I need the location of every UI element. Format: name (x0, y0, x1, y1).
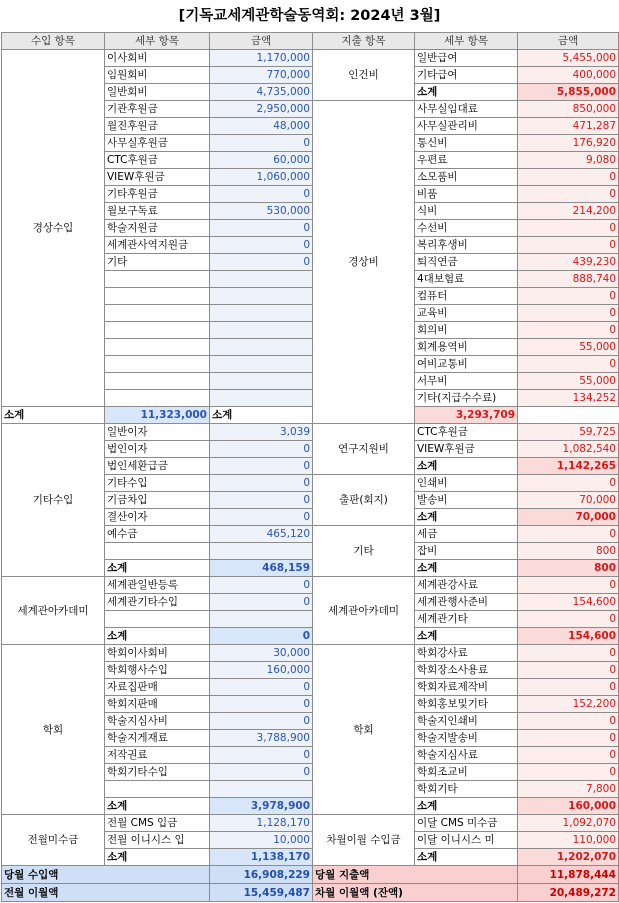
income-item-cell: 법인이자 (105, 441, 210, 458)
income-amount-cell: 0 (210, 458, 313, 475)
expense-category-cell: 학회 (313, 645, 415, 815)
income-item-cell (105, 288, 210, 305)
expense-amount-cell: 0 (518, 747, 619, 764)
income-item-cell (105, 611, 210, 628)
income-item-cell: CTC후원금 (105, 152, 210, 169)
income-item-cell: 저작권료 (105, 747, 210, 764)
income-amount-cell: 0 (210, 679, 313, 696)
expense-amount-cell: 9,080 (518, 152, 619, 169)
income-item-cell: 학회행사수입 (105, 662, 210, 679)
expense-item-cell: 소계 (415, 458, 518, 475)
expense-item-cell: 비품 (415, 186, 518, 203)
income-item-cell: 학술지원금 (105, 220, 210, 237)
income-amount-cell: 11,323,000 (105, 407, 210, 424)
expense-item-cell: 인쇄비 (415, 475, 518, 492)
expense-amount-cell: 400,000 (518, 67, 619, 84)
expense-category-cell: 세계관아카데미 (313, 577, 415, 645)
income-item-cell: 월진후원금 (105, 118, 210, 135)
expense-amount-cell: 154,600 (518, 628, 619, 645)
income-item-cell: 전월 이니시스 입 (105, 832, 210, 849)
expense-item-cell: 회의비 (415, 322, 518, 339)
expense-amount-cell: 154,600 (518, 594, 619, 611)
income-item-cell (105, 271, 210, 288)
income-item-cell: 기관후원금 (105, 101, 210, 118)
income-item-cell: 예수금 (105, 526, 210, 543)
expense-amount-cell: 59,725 (518, 424, 619, 441)
expense-item-cell: 세계관강사료 (415, 577, 518, 594)
income-amount-cell: 0 (210, 747, 313, 764)
expense-item-cell: 세계관행사준비 (415, 594, 518, 611)
income-amount-cell: 1,138,170 (210, 849, 313, 866)
income-amount-cell (210, 373, 313, 390)
income-amount-cell: 0 (210, 220, 313, 237)
expense-amount-cell: 7,800 (518, 781, 619, 798)
income-amount-cell: 1,060,000 (210, 169, 313, 186)
expense-amount-cell: 0 (518, 577, 619, 594)
income-item-cell: 학술지심사비 (105, 713, 210, 730)
income-item-cell (105, 339, 210, 356)
income-item-cell: 학회이사회비 (105, 645, 210, 662)
expense-item-cell: 소계 (415, 84, 518, 101)
income-amount-cell: 60,000 (210, 152, 313, 169)
income-item-cell: 세계관사역지원금 (105, 237, 210, 254)
expense-amount-cell: 0 (518, 322, 619, 339)
income-item-cell (105, 305, 210, 322)
expense-item-cell: CTC후원금 (415, 424, 518, 441)
expense-item-cell: 이달 CMS 미수금 (415, 815, 518, 832)
expense-total-amount: 20,489,272 (518, 884, 619, 902)
expense-amount-cell: 0 (518, 526, 619, 543)
expense-amount-cell: 152,200 (518, 696, 619, 713)
header-expense-amount: 금액 (518, 33, 619, 50)
income-item-cell: 학회지판매 (105, 696, 210, 713)
expense-amount-cell: 439,230 (518, 254, 619, 271)
expense-amount-cell: 0 (518, 713, 619, 730)
expense-item-cell: 학회자료제작비 (415, 679, 518, 696)
expense-category-cell: 차월이월 수입금 (313, 815, 415, 866)
expense-item-cell: 4대보험료 (415, 271, 518, 288)
income-amount-cell: 30,000 (210, 645, 313, 662)
expense-item-cell: 소계 (415, 798, 518, 815)
expense-item-cell: 사무실임대료 (415, 101, 518, 118)
expense-amount-cell: 1,142,265 (518, 458, 619, 475)
income-amount-cell (210, 781, 313, 798)
expense-category-cell: 연구지원비 (313, 424, 415, 475)
expense-amount-cell: 55,000 (518, 373, 619, 390)
income-item-cell: 이사회비 (105, 50, 210, 67)
expense-amount-cell: 110,000 (518, 832, 619, 849)
expense-item-cell: 서무비 (415, 373, 518, 390)
expense-item-cell: 소계 (415, 509, 518, 526)
expense-amount-cell: 160,000 (518, 798, 619, 815)
income-item-cell: 세계관기타수입 (105, 594, 210, 611)
income-amount-cell: 0 (210, 594, 313, 611)
income-amount-cell: 468,159 (210, 560, 313, 577)
income-amount-cell (210, 390, 313, 407)
table-row (2, 577, 619, 594)
table-row (2, 50, 619, 67)
header-income-amount: 금액 (210, 33, 313, 50)
expense-item-cell: 세금 (415, 526, 518, 543)
expense-item-cell: 일반급여 (415, 50, 518, 67)
header-expense-item: 세부 항목 (415, 33, 518, 50)
income-amount-cell: 530,000 (210, 203, 313, 220)
income-amount-cell: 0 (210, 135, 313, 152)
income-amount-cell: 0 (210, 509, 313, 526)
income-amount-cell (210, 288, 313, 305)
expense-item-cell: 컴퓨터 (415, 288, 518, 305)
income-amount-cell: 3,039 (210, 424, 313, 441)
expense-amount-cell: 70,000 (518, 492, 619, 509)
expense-item-cell: 여비교통비 (415, 356, 518, 373)
expense-total-amount: 11,878,444 (518, 866, 619, 884)
expense-amount-cell: 5,855,000 (518, 84, 619, 101)
expense-item-cell: 세계관기타 (415, 611, 518, 628)
expense-item-cell: 이달 이니시스 미 (415, 832, 518, 849)
expense-amount-cell: 134,252 (518, 390, 619, 407)
expense-item-cell: 잡비 (415, 543, 518, 560)
expense-category-cell: 경상비 (313, 101, 415, 424)
income-total-amount: 15,459,487 (210, 884, 313, 902)
income-amount-cell: 2,950,000 (210, 101, 313, 118)
budget-table (1, 32, 619, 902)
income-item-cell (105, 781, 210, 798)
income-amount-cell: 10,000 (210, 832, 313, 849)
expense-item-cell: 발송비 (415, 492, 518, 509)
income-item-cell: 기타수입 (105, 475, 210, 492)
expense-item-cell: 소계 (415, 628, 518, 645)
income-amount-cell (210, 543, 313, 560)
expense-item-cell: 소계 (210, 407, 313, 424)
expense-amount-cell: 0 (518, 186, 619, 203)
expense-amount-cell: 850,000 (518, 101, 619, 118)
expense-amount-cell: 0 (518, 764, 619, 781)
income-amount-cell: 4,735,000 (210, 84, 313, 101)
expense-item-cell: VIEW후원금 (415, 441, 518, 458)
income-amount-cell: 465,120 (210, 526, 313, 543)
expense-amount-cell: 70,000 (518, 509, 619, 526)
expense-amount-cell: 800 (518, 543, 619, 560)
expense-category-cell: 출판(회지) (313, 475, 415, 526)
expense-item-cell: 소계 (415, 560, 518, 577)
table-row (2, 424, 619, 441)
income-amount-cell (210, 271, 313, 288)
expense-item-cell: 소모품비 (415, 169, 518, 186)
expense-item-cell: 식비 (415, 203, 518, 220)
expense-item-cell: 소계 (415, 849, 518, 866)
income-item-cell: 세계관일반등록 (105, 577, 210, 594)
income-amount-cell: 0 (210, 254, 313, 271)
expense-amount-cell: 0 (518, 475, 619, 492)
income-item-cell: 소계 (105, 849, 210, 866)
total-row (2, 884, 619, 902)
expense-amount-cell: 0 (518, 645, 619, 662)
income-category-cell: 경상수입 (2, 50, 105, 407)
expense-item-cell: 사무실관리비 (415, 118, 518, 135)
expense-item-cell: 학술지인쇄비 (415, 713, 518, 730)
expense-amount-cell: 888,740 (518, 271, 619, 288)
expense-amount-cell: 0 (518, 730, 619, 747)
income-amount-cell: 770,000 (210, 67, 313, 84)
header-expense-category: 지출 항목 (313, 33, 415, 50)
table-row (2, 407, 619, 424)
expense-amount-cell: 0 (518, 356, 619, 373)
expense-item-cell: 학술지심사료 (415, 747, 518, 764)
expense-amount-cell: 0 (518, 611, 619, 628)
expense-amount-cell: 0 (518, 237, 619, 254)
income-amount-cell (210, 611, 313, 628)
income-item-cell: 기타후원금 (105, 186, 210, 203)
income-amount-cell: 0 (210, 628, 313, 645)
expense-item-cell: 학회조교비 (415, 764, 518, 781)
expense-item-cell: 학회장소사용료 (415, 662, 518, 679)
expense-item-cell: 기타(지급수수료) (415, 390, 518, 407)
income-item-cell (105, 543, 210, 560)
expense-amount-cell: 214,200 (518, 203, 619, 220)
income-item-cell: 사무실후원금 (105, 135, 210, 152)
expense-amount-cell: 0 (518, 288, 619, 305)
expense-amount-cell: 0 (518, 305, 619, 322)
income-amount-cell: 1,128,170 (210, 815, 313, 832)
table-row (2, 815, 619, 832)
income-item-cell: 결산이자 (105, 509, 210, 526)
header-row (2, 33, 619, 50)
expense-amount-cell: 1,202,070 (518, 849, 619, 866)
expense-item-cell: 복리후생비 (415, 237, 518, 254)
expense-item-cell: 교육비 (415, 305, 518, 322)
expense-item-cell: 통신비 (415, 135, 518, 152)
income-amount-cell: 0 (210, 475, 313, 492)
expense-item-cell: 회계용역비 (415, 339, 518, 356)
income-amount-cell: 0 (210, 713, 313, 730)
expense-item-cell: 학회기타 (415, 781, 518, 798)
income-item-cell: 학술지게재료 (105, 730, 210, 747)
income-item-cell: 일반이자 (105, 424, 210, 441)
income-category-cell: 학회 (2, 645, 105, 815)
expense-amount-cell: 471,287 (518, 118, 619, 135)
income-amount-cell: 0 (210, 492, 313, 509)
expense-item-cell: 학회홍보및기타 (415, 696, 518, 713)
income-amount-cell (210, 339, 313, 356)
expense-amount-cell: 5,455,000 (518, 50, 619, 67)
income-category-cell: 전월미수금 (2, 815, 105, 866)
income-item-cell (105, 322, 210, 339)
expense-amount-cell: 1,092,070 (518, 815, 619, 832)
expense-amount-cell: 55,000 (518, 339, 619, 356)
report-title: [기독교세계관학술동역회: 2024년 3월] (178, 8, 441, 24)
expense-amount-cell: 0 (518, 679, 619, 696)
income-item-cell: 학회기타수입 (105, 764, 210, 781)
expense-item-cell: 퇴직연금 (415, 254, 518, 271)
expense-item-cell: 학술지발송비 (415, 730, 518, 747)
expense-amount-cell: 0 (518, 220, 619, 237)
expense-amount-cell: 0 (518, 662, 619, 679)
income-item-cell: 소계 (2, 407, 105, 424)
income-amount-cell (210, 305, 313, 322)
income-amount-cell: 160,000 (210, 662, 313, 679)
income-amount-cell (210, 322, 313, 339)
expense-total-label: 당월 지출액 (313, 866, 518, 884)
income-item-cell: 소계 (105, 798, 210, 815)
expense-item-cell: 우편료 (415, 152, 518, 169)
income-item-cell: 자료집판매 (105, 679, 210, 696)
total-row (2, 866, 619, 884)
expense-amount-cell: 3,293,709 (415, 407, 518, 424)
header-income-category: 수입 항목 (2, 33, 105, 50)
income-item-cell: 법인세환급금 (105, 458, 210, 475)
expense-amount-cell: 176,920 (518, 135, 619, 152)
income-amount-cell: 0 (210, 441, 313, 458)
income-item-cell (105, 390, 210, 407)
income-amount-cell: 0 (210, 237, 313, 254)
income-item-cell: 일반회비 (105, 84, 210, 101)
income-amount-cell: 48,000 (210, 118, 313, 135)
income-total-label: 전월 이월액 (2, 884, 210, 902)
expense-item-cell: 기타급여 (415, 67, 518, 84)
income-item-cell: 월보구독료 (105, 203, 210, 220)
income-category-cell: 세계관아카데미 (2, 577, 105, 645)
income-item-cell: 기타 (105, 254, 210, 271)
income-amount-cell: 3,788,900 (210, 730, 313, 747)
income-amount-cell: 1,170,000 (210, 50, 313, 67)
income-amount-cell (210, 356, 313, 373)
income-item-cell: 소계 (105, 628, 210, 645)
expense-total-label: 차월 이월액 (잔액) (313, 884, 518, 902)
income-item-cell: 임원회비 (105, 67, 210, 84)
income-amount-cell: 0 (210, 696, 313, 713)
expense-amount-cell: 0 (518, 169, 619, 186)
income-total-amount: 16,908,229 (210, 866, 313, 884)
income-amount-cell: 0 (210, 764, 313, 781)
expense-item-cell: 수선비 (415, 220, 518, 237)
expense-category-cell: 기타 (313, 526, 415, 577)
table-footer (2, 866, 619, 902)
income-item-cell: 전월 CMS 입금 (105, 815, 210, 832)
income-amount-cell: 0 (210, 577, 313, 594)
expense-category-cell: 인건비 (313, 50, 415, 101)
income-item-cell: VIEW후원금 (105, 169, 210, 186)
table-body (2, 50, 619, 866)
income-total-label: 당월 수입액 (2, 866, 210, 884)
income-amount-cell: 0 (210, 186, 313, 203)
income-item-cell (105, 373, 210, 390)
table-row (2, 645, 619, 662)
income-item-cell: 기금차입 (105, 492, 210, 509)
income-category-cell: 기타수입 (2, 424, 105, 577)
income-item-cell (105, 356, 210, 373)
expense-item-cell: 학회강사료 (415, 645, 518, 662)
header-income-item: 세부 항목 (105, 33, 210, 50)
income-amount-cell: 3,978,900 (210, 798, 313, 815)
expense-amount-cell: 800 (518, 560, 619, 577)
expense-amount-cell: 1,082,540 (518, 441, 619, 458)
income-item-cell: 소계 (105, 560, 210, 577)
